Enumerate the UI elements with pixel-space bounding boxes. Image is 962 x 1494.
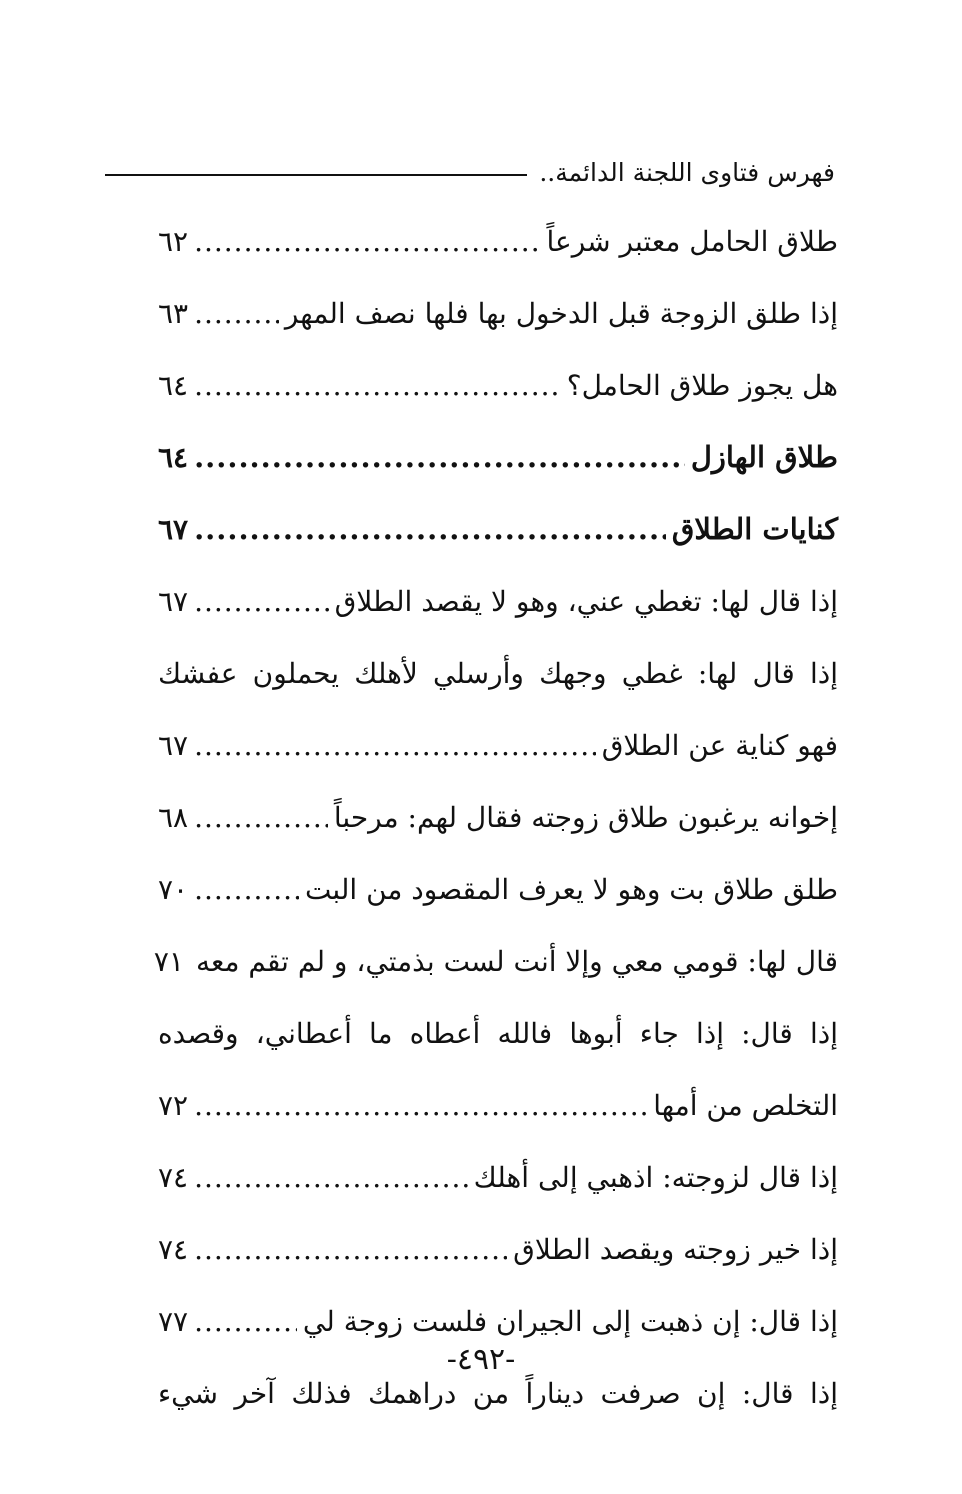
toc-entry-title: إذا قال: إن ذهبت إلى الجيران فلست زوجة لي — [302, 1304, 838, 1338]
toc-entry — [158, 997, 838, 1069]
dot-leader — [194, 225, 540, 258]
page-number: -٤٩٢- — [446, 1342, 516, 1377]
toc-entry-page: ٦٧ — [158, 512, 189, 546]
running-head — [105, 150, 835, 194]
toc-entry-page: ٦٧ — [158, 584, 189, 618]
dot-leader — [194, 512, 666, 546]
toc-entry — [158, 1213, 838, 1285]
toc-entry-title: طلاق الهازل — [690, 440, 838, 474]
dot-leader — [194, 1089, 647, 1122]
toc-entry-title: إذا قال لزوجته: اذهبي إلى أهلك — [473, 1160, 838, 1194]
toc-entry — [153, 925, 838, 997]
toc-entry-page: ٦٨ — [158, 800, 189, 834]
toc-entry-page: ٧٤ — [158, 1232, 189, 1266]
dot-leader — [194, 440, 685, 474]
toc-entry-title: إخوانه يرغبون طلاق زوجته فقال لهم: مرحباً — [333, 800, 838, 834]
toc-entry-page: ٦٢ — [158, 224, 189, 258]
toc-entry-title: قال لها: قومي معي وإلا أنت لست بذمتي، و لم تقم معه — [195, 944, 838, 978]
dot-leader — [194, 1161, 468, 1194]
table-of-contents — [153, 205, 838, 1429]
toc-entry-title: إذا قال: إذا جاء أبوها فالله أعطاه ما أعطاني، وقصده — [158, 1016, 838, 1050]
dot-leader — [194, 873, 299, 906]
toc-entry-title: إذا قال لها: غطي وجهك وأرسلي لأهلك يحملون عفشك — [158, 656, 838, 690]
dot-leader — [194, 729, 596, 762]
toc-entry-title: إذا قال لها: تغطي عني، وهو لا يقصد الطلاق — [334, 584, 838, 618]
toc-entry — [158, 565, 838, 637]
header-rule — [105, 174, 527, 176]
dot-leader — [194, 369, 561, 402]
toc-entry-page: ٧٢ — [158, 1088, 189, 1122]
toc-entry-title: التخلص من أمها — [653, 1088, 838, 1122]
toc-entry-title: كنايات الطلاق — [671, 512, 838, 546]
dot-leader — [194, 585, 329, 618]
toc-entry — [158, 1141, 838, 1213]
toc-entry-page: ٧١ — [153, 944, 184, 978]
toc-entry-title: طلاق الحامل معتبر شرعاً — [546, 224, 838, 258]
toc-entry-title: إذا قال: إن صرفت ديناراً من دراهمك فذلك آخر شيء — [158, 1376, 838, 1410]
toc-entry-page: ٦٧ — [158, 728, 189, 762]
toc-entry — [158, 349, 838, 421]
toc-entry — [158, 493, 838, 565]
toc-entry-page: ٧٠ — [158, 872, 189, 906]
toc-entry-title: إذا خير زوجته ويقصد الطلاق — [513, 1232, 838, 1266]
toc-entry — [158, 637, 838, 709]
toc-entry-page: ٦٤ — [158, 368, 189, 402]
toc-entry-page: ٧٧ — [158, 1304, 189, 1338]
toc-entry-title: فهو كناية عن الطلاق — [601, 728, 838, 762]
toc-entry-title: إذا طلق الزوجة قبل الدخول بها فلها نصف المهر — [284, 296, 838, 330]
toc-entry-page: ٦٤ — [158, 440, 189, 474]
dot-leader — [194, 297, 279, 330]
toc-entry-page: ٦٣ — [158, 296, 189, 330]
toc-entry — [158, 1069, 838, 1141]
toc-entry — [158, 709, 838, 781]
toc-entry — [158, 421, 838, 493]
running-title: فهرس فتاوى اللجنة الدائمة.. — [539, 157, 835, 187]
toc-entry — [158, 853, 838, 925]
toc-entry-title: هل يجوز طلاق الحامل؟ — [566, 368, 838, 402]
dot-leader — [194, 801, 328, 834]
toc-entry — [158, 277, 838, 349]
toc-entry — [158, 205, 838, 277]
toc-entry-page: ٧٤ — [158, 1160, 189, 1194]
toc-entry-title: طلق طلاق بت وهو لا يعرف المقصود من البت — [304, 872, 838, 906]
toc-entry — [158, 781, 838, 853]
dot-leader — [194, 1233, 507, 1266]
dot-leader — [194, 1305, 297, 1338]
